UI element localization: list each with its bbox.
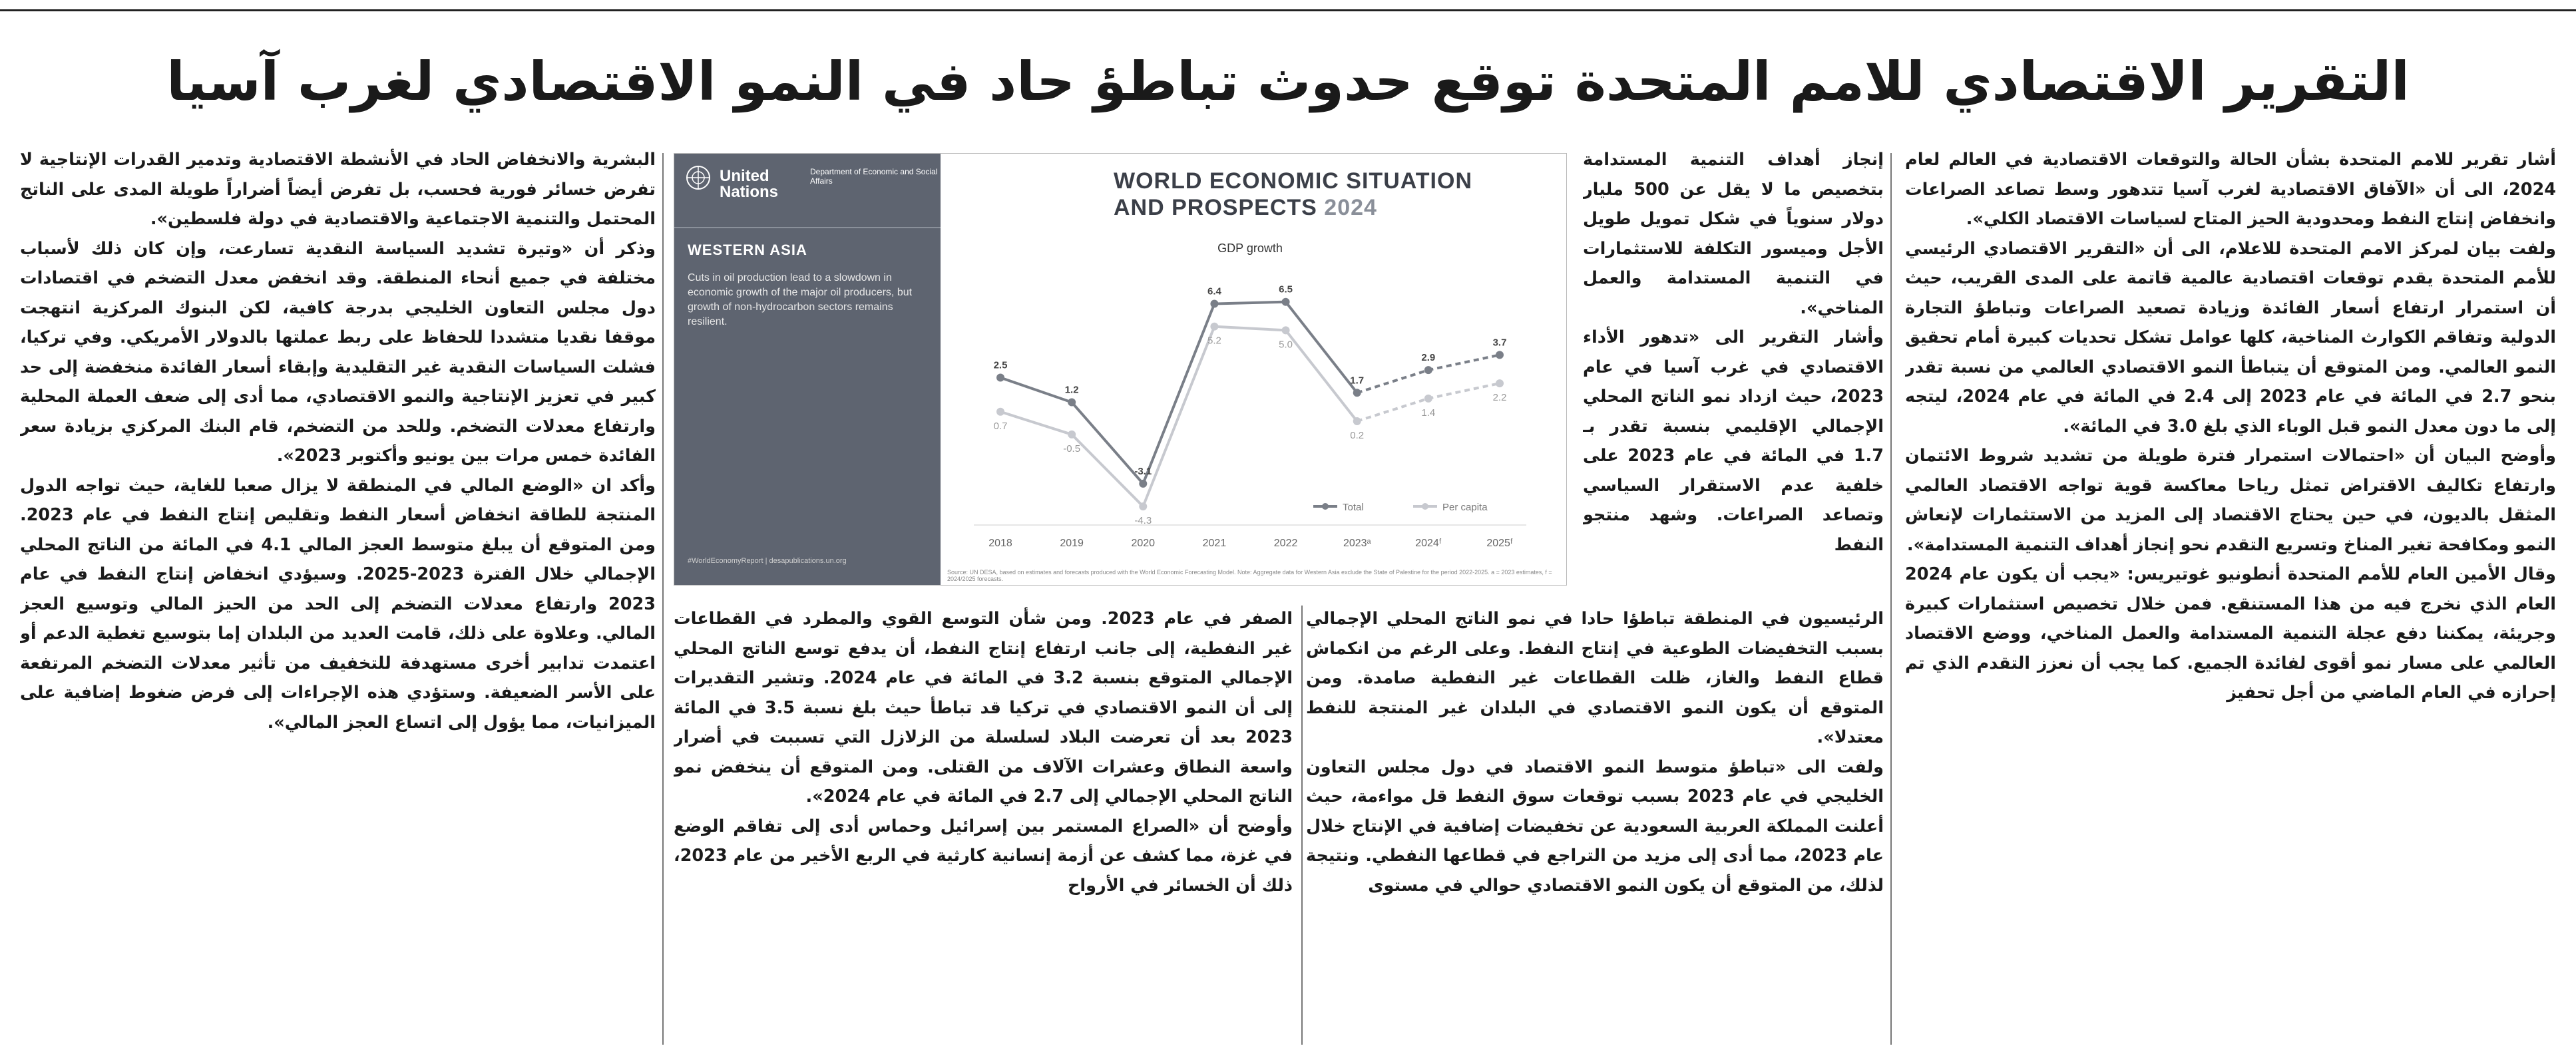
paragraph: ولفت الى «تباطؤ متوسط النمو الاقتصاد في دول مجلس التعاون الخليجي في عام 2023 بسبب توقعات سوق النفط قل مواءمة، حيث أعلنت المملكة العربية السعودية عن تخفيضات إضافية في الإنتاج خلال عام 2023، مما أدى إلى مزيد من التراجع في قطاعها النفطي. ونتيجة لذلك، من المتوقع أن يكون النمو الاقتصادي حوالي في مستوى (1306, 757, 1884, 896)
paragraph: وذكر أن «وتيرة تشديد السياسة النقدية تسارعت، وإن كان ذلك لأسباب مختلفة في جميع أنحاء المنطقة. وقد انخفض معدل التضخم في اقتصادات دول مجلس التعاون الخليجي بدرجة كافية، لكن البنوك المركزية انتهجت موقفا نقديا متشددا للحفاظ على ربط عملتها بالدولار الأمريكي. وفي تركيا، فشلت السياسات النقدية غير التقليدية وإبقاء أسعار الفائدة منخفضة إلى حد كبير في تعزيز الإنتاجية والنمو الاقتصادي، مما أدى إلى ضعف العملة المحلية وارتفاع معدلات التضخم. وللحد من التضخم، قام البنك المركزي بزيادة سعر الفائدة خمس مرات بين يونيو وأكتوبر 2023». (20, 238, 656, 466)
x-tick-label: 2025ᶠ (1486, 538, 1513, 549)
data-point (1068, 399, 1076, 407)
data-label: 2.9 (1421, 352, 1436, 364)
legend-marker (1422, 503, 1428, 510)
data-label: 2.2 (1492, 392, 1507, 404)
paragraph: وأشار التقرير الى «تدهور الأداء الاقتصادي في غرب آسيا في عام 2023، حيث ازداد نمو الناتج المحلي الإجمالي الإقليمي بنسبة تقدر بـ 1.7 في المائة في عام 2023 على خلفية عدم الاستقرار السياسي وتصاعد الصراعات. وشهد منتجو النفط (1583, 327, 1884, 555)
data-point (996, 408, 1004, 416)
x-tick-label: 2021 (1202, 538, 1227, 549)
data-label: 1.2 (1064, 384, 1079, 396)
paragraph: البشرية والانخفاض الحاد في الأنشطة الاقتصادية وتدمير القدرات الإنتاجية لا تفرض خسائر فورية فحسب، بل تفرض أيضاً أضراراً طويلة المدى على الناتج المحتمل والتنمية الاجتماعية والاقتصادية في دولة فلسطين». (20, 150, 656, 229)
column-1 (1905, 145, 2556, 1058)
report-title-line-2: AND PROSPECTS 2024 (1114, 195, 1377, 220)
un-name: United Nations (720, 167, 779, 201)
paragraph: الرئيسيون في المنطقة تباطؤا حادا في نمو الناتج المحلي الإجمالي بسبب التخفيضات الطوعية في إنتاج النفط. وعلى الرغم من انكماش قطاع النفط والغاز، ظلت القطاعات غير النفطية صامدة. ومن المتوقع أن يكون النمو الاقتصادي في البلدان غير المنتجة للنفط معتدلا». (1306, 609, 1884, 747)
paragraph: إنجاز أهداف التنمية المستدامة بتخصيص ما لا يقل عن 500 مليار دولار سنوياً في شكل تمويل طويل الأجل وميسور التكلفة للاستثمارات في التنمية المستدامة والعمل المناخي». (1583, 150, 1884, 318)
report-cover-image (674, 153, 1567, 586)
data-label: -3.1 (1134, 465, 1152, 477)
x-tick-label: 2023ᵃ (1343, 538, 1371, 549)
sidebar-divider (674, 227, 941, 228)
paragraph: وقال الأمين العام للأمم المتحدة أنطونيو غوتيريس: «يجب أن يكون عام 2024 العام الذي نخرج فيه من هذا المستنقع. فمن خلال تخصيص استثمارات كبيرة وجريئة، يمكننا دفع عجلة التنمية المستدامة والعمل المناخي، ووضع الاقتصاد العالمي على مسار نمو أقوى لفائدة الجميع. كما يجب أن نعزز التقدم الذي تم إحرازه في العام الماضي من أجل تحفيز (1905, 564, 2556, 703)
column-divider-2 (1301, 606, 1303, 1045)
series-line-total (1000, 302, 1357, 484)
column-2-lower (1306, 604, 1884, 1058)
series-line-per-capita (1000, 327, 1357, 506)
data-label: 1.4 (1421, 407, 1436, 419)
paragraph: الصفر في عام 2023. ومن شأن التوسع القوي والمطرد في القطاعات غير النفطية، إلى جانب ارتفاع إنتاج النفط، أن يدفع توسع الناتج المحلي الإجمالي المتوقع بنسبة 3.2 في المائة في عام 2024. وتشير التقديرات إلى أن النمو الاقتصادي في تركيا قد تباطأ حيث بلغ نسبة 3.5 في المائة 2023 بعد أن تعرضت البلاد لسلسلة من الزلازل التي تسببت في أضرار واسعة النطاق وعشرات الآلاف من القتلى. ومن المتوقع أن ينخفض نمو الناتج المحلي الإجمالي إلى 2.7 في المائة في عام 2024». (674, 609, 1293, 806)
chart-title: GDP growth (1217, 242, 1283, 255)
data-label: 6.4 (1207, 285, 1221, 297)
data-point (1282, 298, 1290, 306)
data-point (1210, 323, 1218, 331)
x-tick-label: 2020 (1131, 538, 1156, 549)
report-blurb: Cuts in oil production lead to a slowdown in economic growth of the major oil producers, but growth of non-hydrocarbon sectors remains resilient. (688, 272, 913, 327)
report-source-note: Source: UN DESA, based on estimates and forecasts produced with the World Economic Forecasting Model. Note: Aggregate data for Western Asia exclude the State of Palestine for the period 2022-2025. a = 2023 estimates, f = 2024/2025 forecasts. (947, 569, 1552, 582)
data-point (1210, 300, 1218, 308)
data-point (1496, 379, 1504, 387)
top-rule (0, 9, 2576, 11)
report-region: WESTERN ASIA (688, 242, 807, 258)
column-4 (20, 145, 656, 1058)
data-point (1068, 431, 1076, 439)
data-label: 6.5 (1279, 283, 1293, 295)
data-label: 0.2 (1350, 430, 1365, 441)
paragraph: وأكد ان «الوضع المالي في المنطقة لا يزال صعبا للغاية، حيث تواجه الدول المنتجة للطاقة انخفاض أسعار النفط وتقليص إنتاج النفط في عام 2023. ومن المتوقع أن يبلغ متوسط العجز المالي 4.1 في المائة من الناتج المحلي الإجمالي خلال الفترة 2023-2025. وسيؤدي انخفاض إنتاج النفط في عام 2023 وارتفاع معدلات التضخم إلى الحد من الحيز المالي وتوسيع العجز المالي. وعلاوة على ذلك، قامت العديد من البلدان إما بتوسيع تغطية الدعم أو اعتمدت تدابير أخرى مستهدفة للتخفيف من تأثير معدلات التضخم المرتفعة على الأسر الضعيفة. وستؤدي هذه الإجراءات إلى فرض ضغوط إضافية على الميزانيات، مما يؤول إلى اتساع العجز المالي». (20, 475, 656, 733)
data-point (1282, 326, 1290, 334)
data-point (1353, 417, 1361, 425)
data-label: -4.3 (1134, 515, 1152, 527)
report-sidebar (674, 154, 941, 585)
column-2 (1583, 145, 1884, 604)
data-label: 1.7 (1350, 375, 1365, 387)
data-label: 5.2 (1207, 335, 1221, 347)
data-point (996, 374, 1004, 382)
data-point (1139, 502, 1147, 510)
column-divider-3 (662, 153, 664, 1045)
paragraph: ولفت بيان لمركز الامم المتحدة للاعلام، الى أن «التقرير الاقتصادي الرئيسي للأمم المتحدة يقدم توقعات اقتصادية عالمية قاتمة على المدى القريب، حيث أن استمرار ارتفاع أسعار الفائدة وزيادة تصعيد الصراعات وتباطؤ التجارة الدولية وتفاقم الكوارث المناخية، كلها عوامل تشكل تحديات كبيرة أمام تحقيق النمو العالمي. ومن المتوقع أن يتباطأ النمو الاقتصادي العالمي من نسبة تقدر بنحو 2.7 في المائة في عام 2023 إلى 2.4 في المائة في عام 2024، ليتجه إلى ما دون معدل النمو قبل الوباء الذي بلغ 3.0 في المائة». (1905, 238, 2556, 437)
un-emblem-icon (684, 163, 713, 192)
data-point (1496, 351, 1504, 359)
data-point (1424, 366, 1432, 374)
column-divider-1 (1890, 153, 1892, 1045)
data-label: 2.5 (993, 359, 1008, 371)
legend-marker (1322, 503, 1329, 510)
paragraph: وأوضح البيان أن «احتمالات استمرار فترة طويلة من تشديد شروط الائتمان وارتفاع تكاليف الاقتراض تمثل رياحا معاكسة قوية تواجه الاقتصاد العالمي المثقل بالديون، في حين يحتاج الاقتصاد إلى المزيد من الاستثمارات لإنعاش النمو ومكافحة تغير المناخ وتسريع التقدم نحو إنجاز أهداف التنمية المستدامة». (1905, 446, 2556, 555)
data-label: -0.5 (1063, 442, 1081, 454)
gdp-growth-chart (941, 227, 1566, 566)
data-point (1139, 480, 1147, 488)
data-label: 3.7 (1492, 337, 1507, 349)
un-department: Department of Economic and Social Affairs (810, 167, 938, 186)
report-footer: #WorldEconomyReport | desapublications.un.org (688, 557, 847, 565)
x-tick-label: 2022 (1273, 538, 1298, 549)
legend-label: Total (1343, 502, 1364, 513)
data-label: 0.7 (993, 420, 1008, 432)
x-tick-label: 2019 (1060, 538, 1084, 549)
paragraph: أشار تقرير للامم المتحدة بشأن الحالة والتوقعات الاقتصادية في العالم لعام 2024، الى أن «الآفاق الاقتصادية لغرب آسيا تتدهور وسط تصاعد الصراعات وانخفاض إنتاج النفط ومحدودية الحيز المتاح لسياسات الاقتصاد الكلي». (1905, 150, 2556, 229)
un-logo (684, 163, 937, 203)
x-tick-label: 2018 (988, 538, 1012, 549)
data-point (1353, 389, 1361, 397)
data-label: 5.0 (1279, 339, 1293, 351)
paragraph: وأوضح أن «الصراع المستمر بين إسرائيل وحماس أدى إلى تفاقم الوضع في غزة، مما كشف عن أزمة إنسانية كارثية في الربع الأخير من عام 2023، ذلك أن الخسائر في الأرواح (674, 816, 1293, 896)
x-tick-label: 2024ᶠ (1415, 538, 1442, 549)
data-point (1424, 395, 1432, 403)
legend-label: Per capita (1442, 502, 1488, 513)
column-3 (674, 604, 1293, 1058)
article-headline: التقرير الاقتصادي للامم المتحدة توقع حدوث تباطؤ حاد في النمو الاقتصادي لغرب آسيا (166, 51, 2410, 112)
report-title-line-1: WORLD ECONOMIC SITUATION (1114, 168, 1472, 194)
